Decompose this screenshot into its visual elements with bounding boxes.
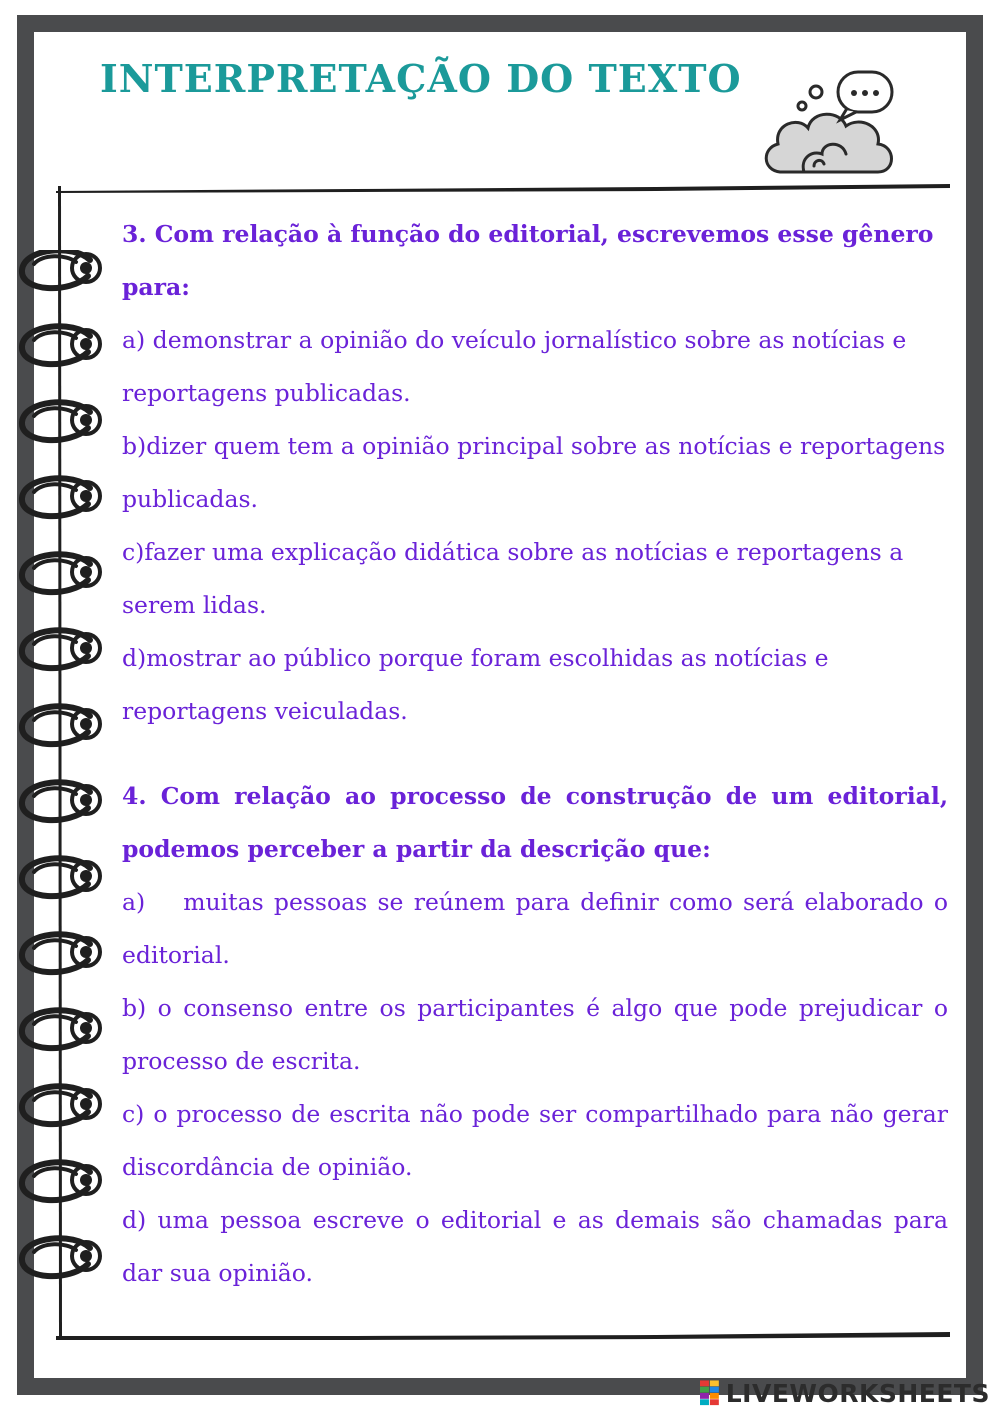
option-b[interactable]: b) o consenso entre os participantes é algo que pode prejudicar o processo de escrita. <box>122 994 948 1075</box>
thinking-cloud-icon <box>760 66 908 186</box>
option-text: muitas pessoas se reúnem para definir como será elaborado o editorial. <box>122 888 948 969</box>
option-d[interactable]: d)mostrar ao público porque foram escolhidas as notícias e reportagens veiculadas. <box>122 644 829 725</box>
question-prompt: 3. Com relação à função do editorial, escrevemos esse gênero para: <box>122 220 934 301</box>
spiral-binding-icon <box>14 250 114 1290</box>
bottom-divider <box>56 1328 950 1342</box>
option-a[interactable]: a) demonstrar a opinião do veículo jornalístico sobre as notícias e reportagens publicadas. <box>122 326 907 407</box>
option-c[interactable]: c)fazer uma explicação didática sobre as notícias e reportagens a serem lidas. <box>122 538 904 619</box>
liveworksheets-branding <box>700 1376 990 1410</box>
brand-name: LIVEWORKSHEETS <box>725 1378 990 1408</box>
questions-area <box>122 208 948 1300</box>
liveworksheets-logo-icon <box>700 1379 720 1407</box>
question-prompt: 4. Com relação ao processo de construção de um editorial, podemos perceber a partir da descrição que: <box>122 782 948 863</box>
option-d[interactable]: d) uma pessoa escreve o editorial e as demais são chamadas para dar sua opinião. <box>122 1206 948 1287</box>
question-3 <box>122 208 948 738</box>
page-title: INTERPRETAÇÃO DO TEXTO <box>100 56 742 101</box>
option-c[interactable]: c) o processo de escrita não pode ser compartilhado para não gerar discordância de opinião. <box>122 1100 948 1181</box>
question-4 <box>122 770 948 1300</box>
top-divider <box>56 182 950 194</box>
option-b[interactable]: b)dizer quem tem a opinião principal sobre as notícias e reportagens publicadas. <box>122 432 946 513</box>
option-a[interactable] <box>122 876 948 982</box>
option-letter: a) <box>122 888 146 916</box>
